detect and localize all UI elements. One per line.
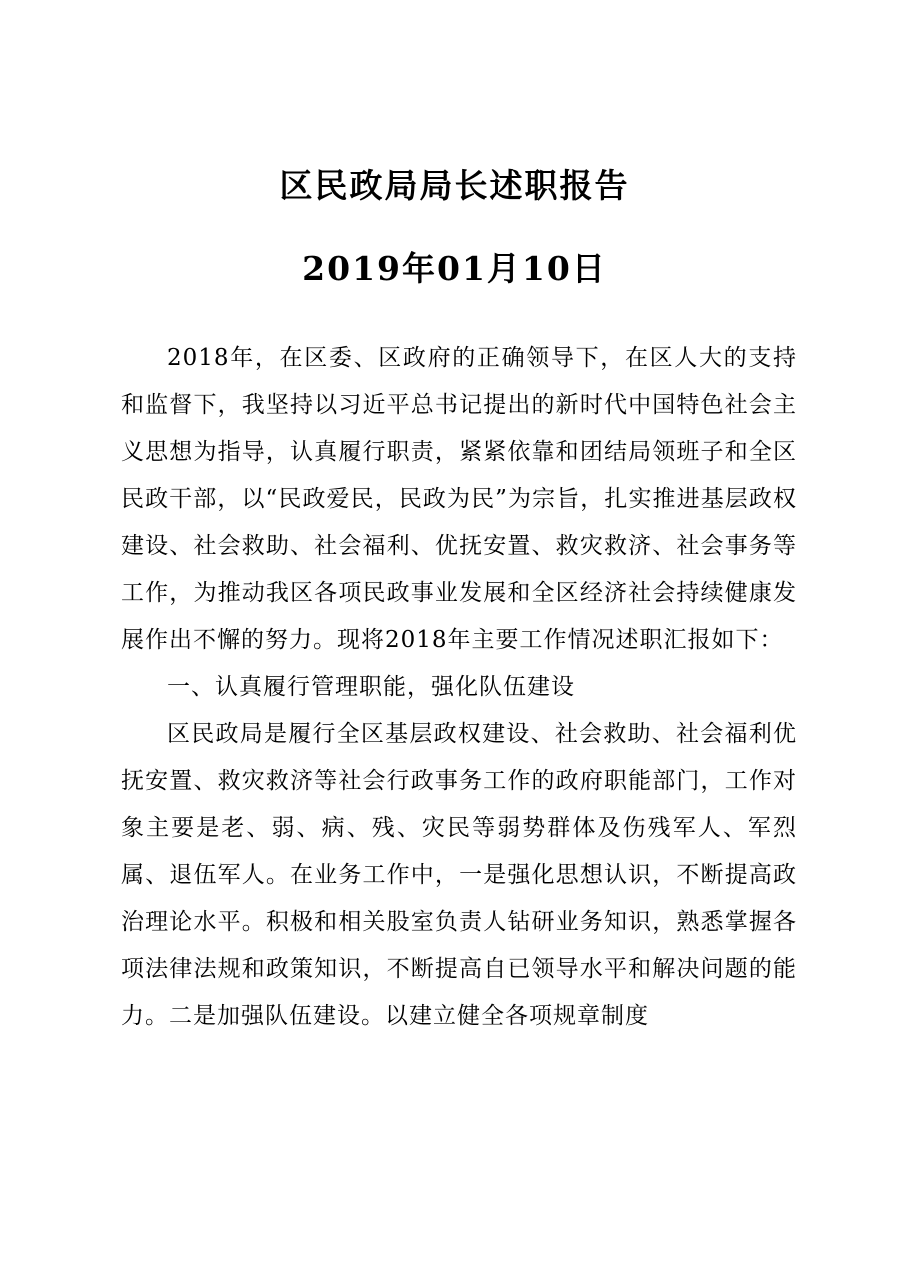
paragraph-section-1: 区民政局是履行全区基层政权建设、社会救助、社会福利优抚安置、救灾救济等社会行政事务工作的政府职能部门，工作对象主要是老、弱、病、残、灾民等弱势群体及伤残军人、军烈属、退伍军人。在业务工作中，一是强化思想认识，不断提高政治理论水平。积极和相关股室负责人钻研业务知识，熟悉掌握各项法律法规和政策知识，不断提高自已领导水平和解决问题的能力。二是加强队伍建设。以建立健全各项规章制度	[121, 721, 797, 1029]
section-heading-1: 一、认真履行管理职能，强化队伍建设	[167, 674, 575, 700]
document-body	[121, 335, 797, 1040]
document-title: 区民政局局长述职报告	[279, 166, 630, 205]
paragraph-intro: 2018年，在区委、区政府的正确领导下，在区人大的支持和监督下，我坚持以习近平总书记提出的新时代中国特色社会主义思想为指导，认真履行职责，紧紧依靠和团结局领班子和全区民政干部，以“民政爱民，民政为民”为宗旨，扎实推进基层政权建设、社会救助、社会福利、优抚安置、救灾救济、社会事务等工作，为推动我区各项民政事业发展和全区经济社会持续健康发展作出不懈的努力。现将2018年主要工作情况述职汇报如下：	[121, 345, 797, 653]
document-date: 2019年01月10日	[302, 249, 607, 288]
